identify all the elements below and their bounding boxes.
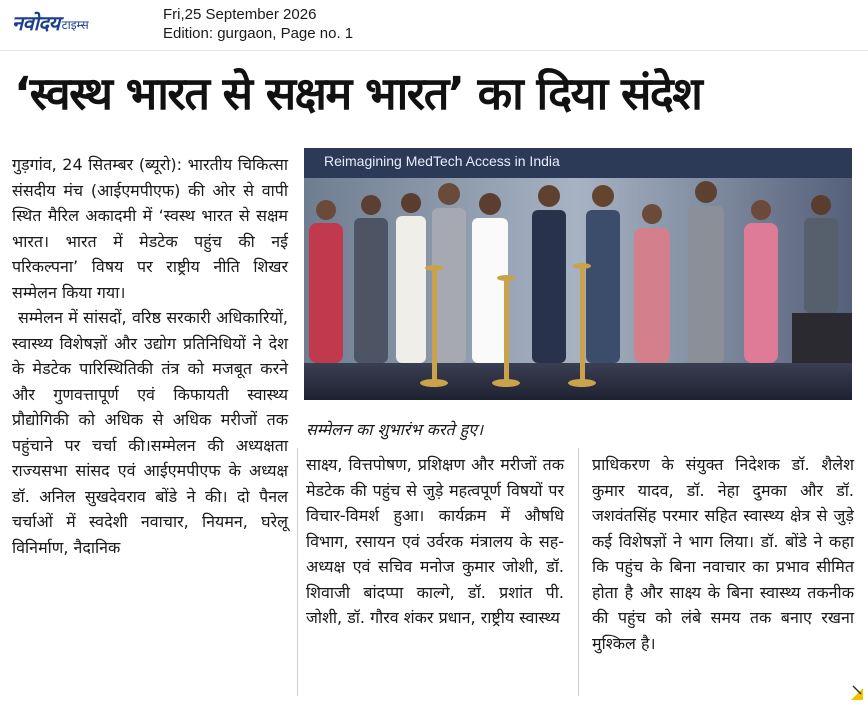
event-photo-illustration [304,148,852,400]
article-column-1 [12,152,288,560]
logo-main-text: नवोदय [12,11,60,35]
edition-meta [163,5,353,43]
photo-caption: सम्मेलन का शुभारंभ करते हुए। [306,420,484,439]
page-turn-icon[interactable] [849,682,865,702]
edition-page: Edition: gurgaon, Page no. 1 [163,25,354,42]
page-header [0,0,868,51]
event-photo [304,148,852,400]
column-divider [578,448,579,696]
article-column-2: साक्ष्य, वित्तपोषण, प्रशिक्षण और मरीजों तक मेडटेक की पहुंच से जुड़े महत्वपूर्ण विषयों पर विचार-विमर्श हुआ। कार्यक्रम में औषधि विभाग, रसायन एवं उर्वरक मंत्रालय के सह-अध्यक्ष एवं सचिव मनोज कुमार जोशी, डॉ. शिवाजी बांदप्पा काल्गे, डॉ. प्रशांत पी. जोशी, डॉ. गौरव शंकर प्रधान, राष्ट्रीय स्वास्थ्य [306,455,564,627]
article-headline: ‘स्वस्थ भारत से सक्षम भारत’ का दिया संदेश [14,67,702,120]
newspaper-logo[interactable] [12,8,89,36]
column-divider [297,448,298,696]
photo-banner-text: Reimagining MedTech Access in India [324,153,560,169]
article-column-3: प्राधिकरण के संयुक्त निदेशक डॉ. शैलेश कुमार यादव, डॉ. नेहा दुमका और डॉ. जशवंतसिंह परमार सहित स्वास्थ्य क्षेत्र से जुड़े कई विशेषज्ञों ने भाग लिया। डॉ. बोंडे ने कहा कि पहुंच के बिना नवाचार का प्रभाव सीमित होता है और साक्ष्य के बिना स्वास्थ्य तकनीक की पहुंच को लंबे समय तक बनाए रखना मुश्किल है। [592,455,854,653]
edition-date: Fri,25 September 2026 [163,6,317,23]
logo-sub-text: टाइम्स [61,18,89,32]
article-paragraph-1: गुड़गांव, 24 सितम्बर (ब्यूरो): भारतीय चिकित्सा संसदीय मंच (आईएमपीएफ) की ओर से वापी स्थित मैरिल अकादमी में ‘स्वस्थ भारत से सक्षम भारत। भारत में मेडटेक पहुंच की नई परिकल्पना’ विषय पर राष्ट्रीय नीति शिखर सम्मेलन किया गया। [12,155,288,302]
article-paragraph-2: सम्मेलन में सांसदों, वरिष्ठ सरकारी अधिकारियों, स्वास्थ्य विशेषज्ञों और उद्योग प्रतिनिधियों ने देश के मेडटेक पारिस्थितिकी तंत्र को मजबूत करने और गुणवत्तापूर्ण एवं किफायती स्वास्थ्य प्रौद्योगिकी को अधिक से अधिक मरीजों तक पहुंचाने पर चर्चा की।सम्मेलन की अध्यक्षता राज्यसभा सांसद एवं आईएमपीएफ के अध्यक्ष डॉ. अनिल सुखदेवराव बोंडे ने की। दो पैनल चर्चाओं में स्वदेशी नवाचार, नियमन, घरेलू विनिर्माण, नैदानिक [12,308,288,557]
